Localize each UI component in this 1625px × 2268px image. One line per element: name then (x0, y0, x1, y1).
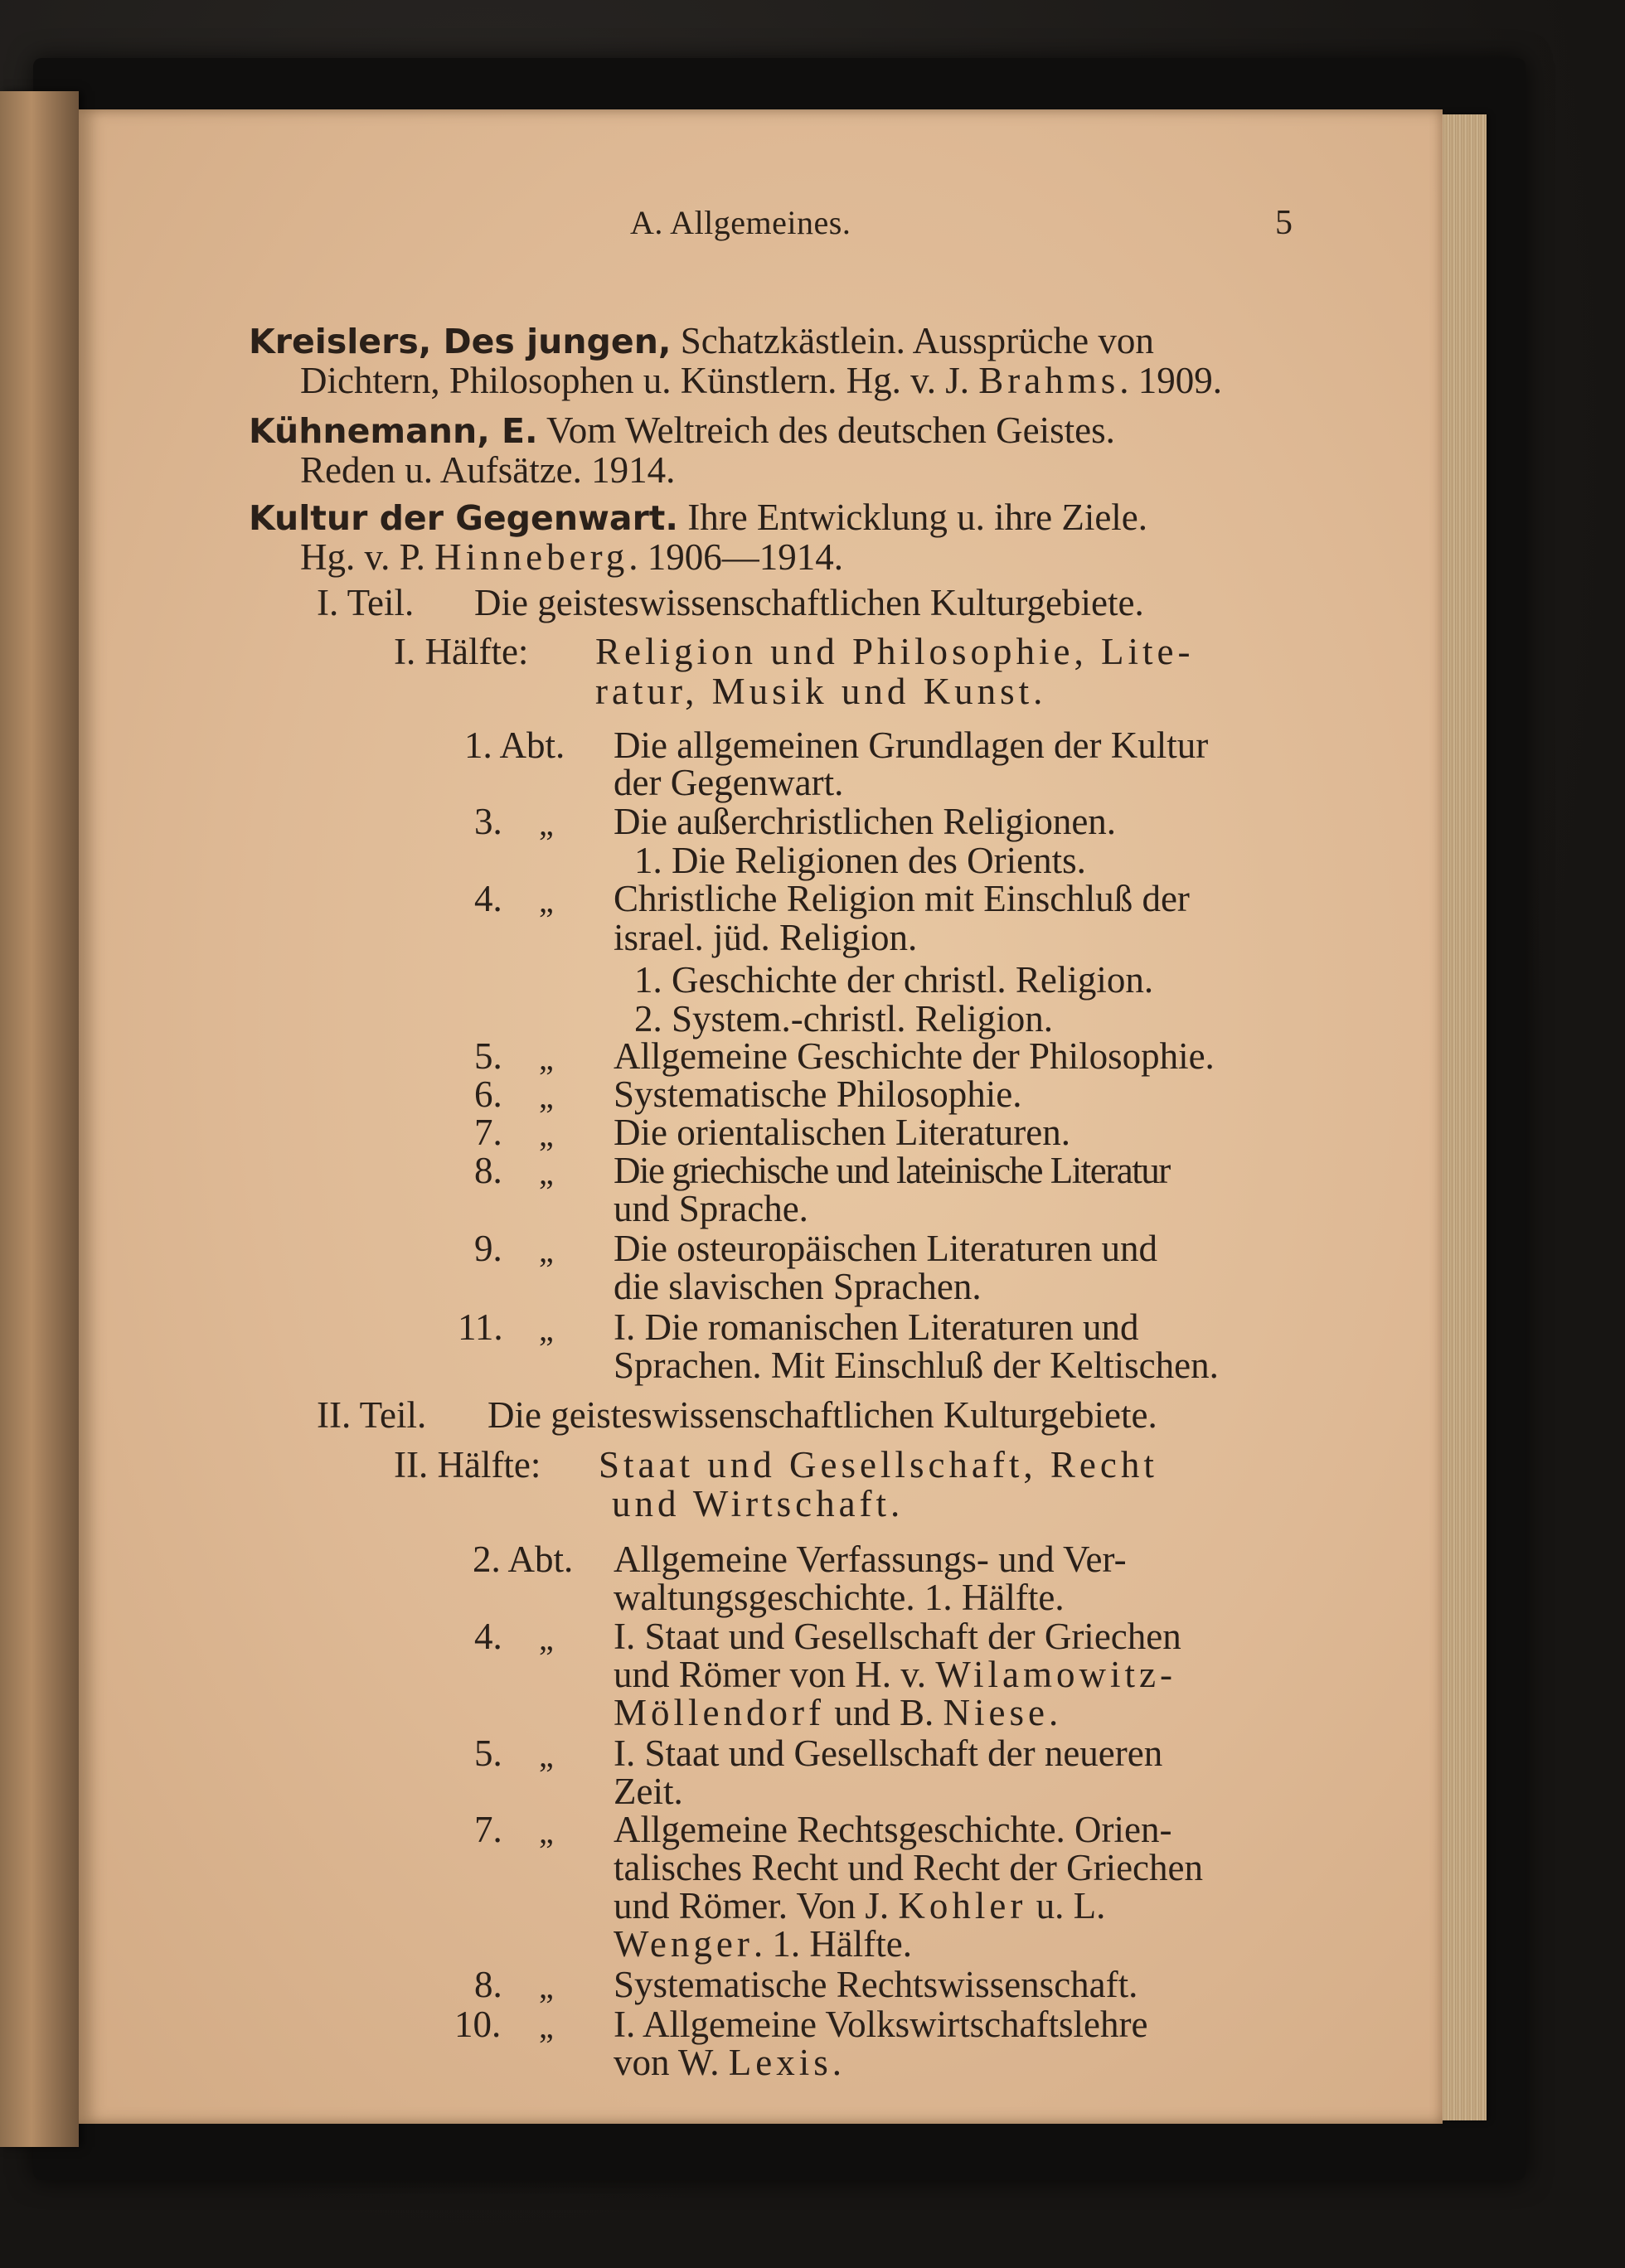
abt-text: . (832, 2042, 842, 2083)
entry-kultur (249, 497, 1147, 538)
ditto-mark: „ (539, 1232, 554, 1269)
page-number: 5 (1275, 204, 1293, 242)
abt-title: Allgemeine Geschichte der Philosophie. (614, 1035, 1215, 1077)
abt-title: Allgemeine Verfassungs- und Ver- (614, 1539, 1127, 1580)
abt-subtitle: 1. Geschichte der christl. Religion. (634, 959, 1154, 1001)
abt-title: und Sprache. (614, 1188, 808, 1229)
abt-number: 1. Abt. (464, 724, 565, 766)
abt-number: 4. (474, 1616, 502, 1657)
abt-number: 5. (474, 1035, 502, 1077)
ditto-mark: „ (539, 2008, 554, 2045)
abt-title: Allgemeine Rechtsgeschichte. Orien- (614, 1809, 1172, 1850)
teil-1-label: I. Teil. (317, 582, 415, 623)
abt-title: Die orientalischen Literaturen. (614, 1112, 1071, 1153)
entry-name: Kultur der Gegenwart. (249, 498, 678, 538)
author-spaced: Möllendorf (614, 1692, 825, 1733)
abt-number: 2. Abt. (473, 1539, 574, 1580)
abt-title: Christliche Religion mit Einschluß der (614, 878, 1190, 919)
abt-title: I. Staat und Gesellschaft der Griechen (614, 1616, 1181, 1657)
abt-title: I. Die romanischen Literaturen und (614, 1306, 1139, 1348)
page-stack-edge (1438, 114, 1487, 2120)
teil-2-text: Die geisteswissenschaftlichen Kulturgebiete. (488, 1394, 1157, 1436)
haelfte-1-label: I. Hälfte: (394, 631, 529, 672)
abt-title: talisches Recht und Recht der Griechen (614, 1847, 1203, 1888)
abt-text: von W. (614, 2042, 729, 2083)
abt-number: 4. (474, 878, 502, 919)
entry-text: . 1909. (1119, 360, 1223, 401)
abt-title: Systematische Philosophie. (614, 1073, 1022, 1115)
abt-title: Die griechische und lateinische Literatur (614, 1150, 1170, 1191)
ditto-mark: „ (539, 1116, 554, 1153)
author-spaced: Lexis (728, 2042, 832, 2083)
author-spaced: Brahms (978, 360, 1120, 401)
abt-text: und Römer. Von J. (614, 1885, 899, 1926)
entry-text: Dichtern, Philosophen u. Künstlern. Hg. v. J. (300, 360, 979, 401)
abt-title-mixed (614, 2043, 842, 2082)
abt-number: 6. (474, 1073, 502, 1115)
abt-subtitle: 2. System.-christl. Religion. (634, 998, 1053, 1040)
entry-text: Vom Weltreich des deutschen Geistes. (537, 410, 1115, 451)
author-spaced: Kohler (898, 1885, 1027, 1926)
abt-text: u. L. (1026, 1885, 1106, 1926)
abt-title: Die außerchristlichen Religionen. (614, 801, 1117, 842)
haelfte-2-label: II. Hälfte: (394, 1444, 541, 1485)
abt-title-mixed (614, 1693, 1058, 1732)
abt-number: 5. (474, 1732, 502, 1774)
abt-title: waltungsgeschichte. 1. Hälfte. (614, 1577, 1065, 1618)
entry-continuation (300, 537, 843, 577)
abt-title: die slavischen Sprachen. (614, 1266, 982, 1307)
abt-title: israel. jüd. Religion. (614, 917, 918, 958)
ditto-mark: „ (539, 1620, 554, 1657)
abt-text: und (824, 1692, 900, 1733)
left-page-edge (0, 91, 79, 2147)
entry-text: Schatzkästlein. Aussprüche von (671, 320, 1154, 361)
author-spaced: Niese (943, 1692, 1049, 1733)
ditto-mark: „ (539, 1968, 554, 2005)
entry-kreislers (249, 321, 1154, 361)
ditto-mark: „ (539, 1737, 554, 1774)
entry-text: Hg. v. P. (300, 536, 435, 578)
ditto-mark: „ (539, 1040, 554, 1077)
ditto-mark: „ (539, 1154, 554, 1191)
haelfte-1-line2: ratur, Musik und Kunst. (595, 671, 1047, 712)
abt-number: 9. (474, 1228, 502, 1269)
ditto-mark: „ (539, 1813, 554, 1850)
abt-number: 10. (454, 2004, 502, 2045)
abt-number: 11. (458, 1306, 503, 1348)
haelfte-1-line1: Religion und Philosophie, Lite- (595, 631, 1195, 672)
abt-title: Die allgemeinen Grundlagen der Kultur (614, 724, 1209, 766)
ditto-mark: „ (539, 805, 554, 842)
abt-number: 8. (474, 1150, 502, 1191)
haelfte-2-line2: und Wirtschaft. (612, 1483, 905, 1524)
abt-number: 3. (474, 801, 502, 842)
abt-title: I. Allgemeine Volkswirtschaftslehre (614, 2004, 1148, 2045)
entry-name: Kühnemann, E. (249, 411, 538, 451)
running-head-title: A. Allgemeines. (630, 204, 851, 241)
entry-name: Kreislers, Des jungen, (249, 322, 672, 361)
abt-text: . (1048, 1692, 1059, 1733)
ditto-mark: „ (539, 882, 554, 919)
abt-number: 7. (474, 1112, 502, 1153)
entry-text: . 1906—1914. (628, 536, 843, 578)
abt-text: B. (899, 1692, 943, 1733)
abt-title-mixed (614, 1924, 912, 1964)
entry-text: Ihre Entwicklung u. ihre Ziele. (677, 497, 1148, 538)
abt-number: 8. (474, 1964, 502, 2005)
entry-kuehnemann (249, 410, 1115, 451)
abt-title-mixed (614, 1655, 1176, 1694)
abt-number: 7. (474, 1809, 502, 1850)
abt-title: I. Staat und Gesellschaft der neueren (614, 1732, 1163, 1774)
entry-continuation (300, 361, 1222, 400)
abt-title-mixed (614, 1886, 1105, 1926)
entry-continuation: Reden u. Aufsätze. 1914. (300, 449, 676, 491)
teil-1-text: Die geisteswissenschaftlichen Kulturgebiete. (474, 582, 1144, 623)
author-spaced: Hinneberg (434, 536, 629, 578)
abt-text: . 1. Hälfte. (753, 1923, 912, 1965)
ditto-mark: „ (539, 1078, 554, 1115)
author-spaced: Wilamowitz- (935, 1654, 1176, 1695)
abt-subtitle: 1. Die Religionen des Orients. (634, 840, 1086, 881)
haelfte-2-line1: Staat und Gesellschaft, Recht (599, 1444, 1158, 1485)
author-spaced: Wenger (614, 1923, 754, 1965)
teil-2-label: II. Teil. (317, 1394, 427, 1436)
abt-title: Zeit. (614, 1771, 683, 1812)
abt-title: Systematische Rechtswissenschaft. (614, 1964, 1138, 2005)
abt-title: Die osteuropäischen Literaturen und (614, 1228, 1158, 1269)
ditto-mark: „ (539, 1311, 554, 1348)
abt-title: Sprachen. Mit Einschluß der Keltischen. (614, 1345, 1219, 1386)
abt-title: der Gegenwart. (614, 762, 844, 803)
abt-text: und Römer von H. v. (614, 1654, 936, 1695)
